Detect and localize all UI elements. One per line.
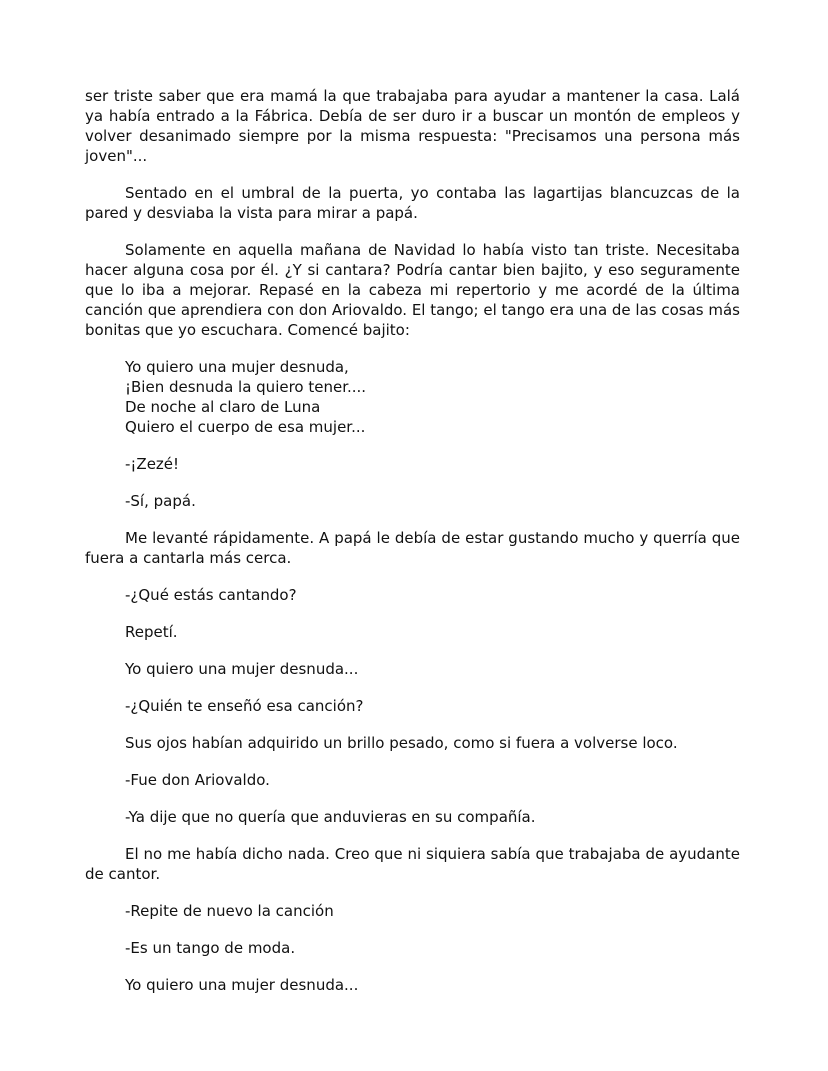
dialogue-line: -Repite de nuevo la canción <box>125 902 334 920</box>
paragraph: Me levanté rápidamente. A papá le debía de estar gustando mucho y querría que fuera a cantarla más cerca. <box>85 529 740 567</box>
verse-quote-line: Yo quiero una mujer desnuda... <box>125 976 359 994</box>
dialogue-line: -Fue don Ariovaldo. <box>125 771 270 789</box>
dialogue-line: -¿Quién te enseñó esa canción? <box>125 697 364 715</box>
paragraph: El no me había dicho nada. Creo que ni siquiera sabía que trabajaba de ayudante de cantor. <box>85 845 740 883</box>
dialogue-line: -¿Qué estás cantando? <box>125 586 297 604</box>
paragraph: Solamente en aquella mañana de Navidad lo había visto tan triste. Necesitaba hacer alguna cosa por él. ¿Y si cantara? Podría cantar bien bajito, y eso seguramente que lo iba a mejorar. Repasé en la cabeza mi repertorio y me acordé de la última canción que aprendiera con don Ariovaldo. El tango; el tango era una de las cosas más bonitas que yo escuchara. Comencé bajito: <box>85 241 740 339</box>
paragraph-continuation: ser triste saber que era mamá la que trabajaba para ayudar a mantener la casa. Lalá ya había entrado a la Fábrica. Debía de ser duro ir a buscar un montón de empleos y volver desanimado siempre por la misma respuesta: "Precisamos una persona más joven"... <box>85 87 740 165</box>
narration-line: Repetí. <box>125 623 178 641</box>
verse-line: ¡Bien desnuda la quiero tener.... <box>125 378 367 396</box>
verse-line: Yo quiero una mujer desnuda, <box>125 358 349 376</box>
dialogue-line: -¡Zezé! <box>125 455 180 473</box>
dialogue-line: -Es un tango de moda. <box>125 939 296 957</box>
song-verse <box>85 357 740 437</box>
verse-line: Quiero el cuerpo de esa mujer... <box>125 418 366 436</box>
verse-quote-line: Yo quiero una mujer desnuda... <box>125 660 359 678</box>
dialogue-line: -Sí, papá. <box>125 492 196 510</box>
dialogue-line: -Ya dije que no quería que anduvieras en su compañía. <box>125 808 536 826</box>
paragraph: Sentado en el umbral de la puerta, yo contaba las lagartijas blancuzcas de la pared y desviaba la vista para mirar a papá. <box>85 184 740 222</box>
narration-line: Sus ojos habían adquirido un brillo pesado, como si fuera a volverse loco. <box>125 734 678 752</box>
verse-line: De noche al claro de Luna <box>125 398 321 416</box>
